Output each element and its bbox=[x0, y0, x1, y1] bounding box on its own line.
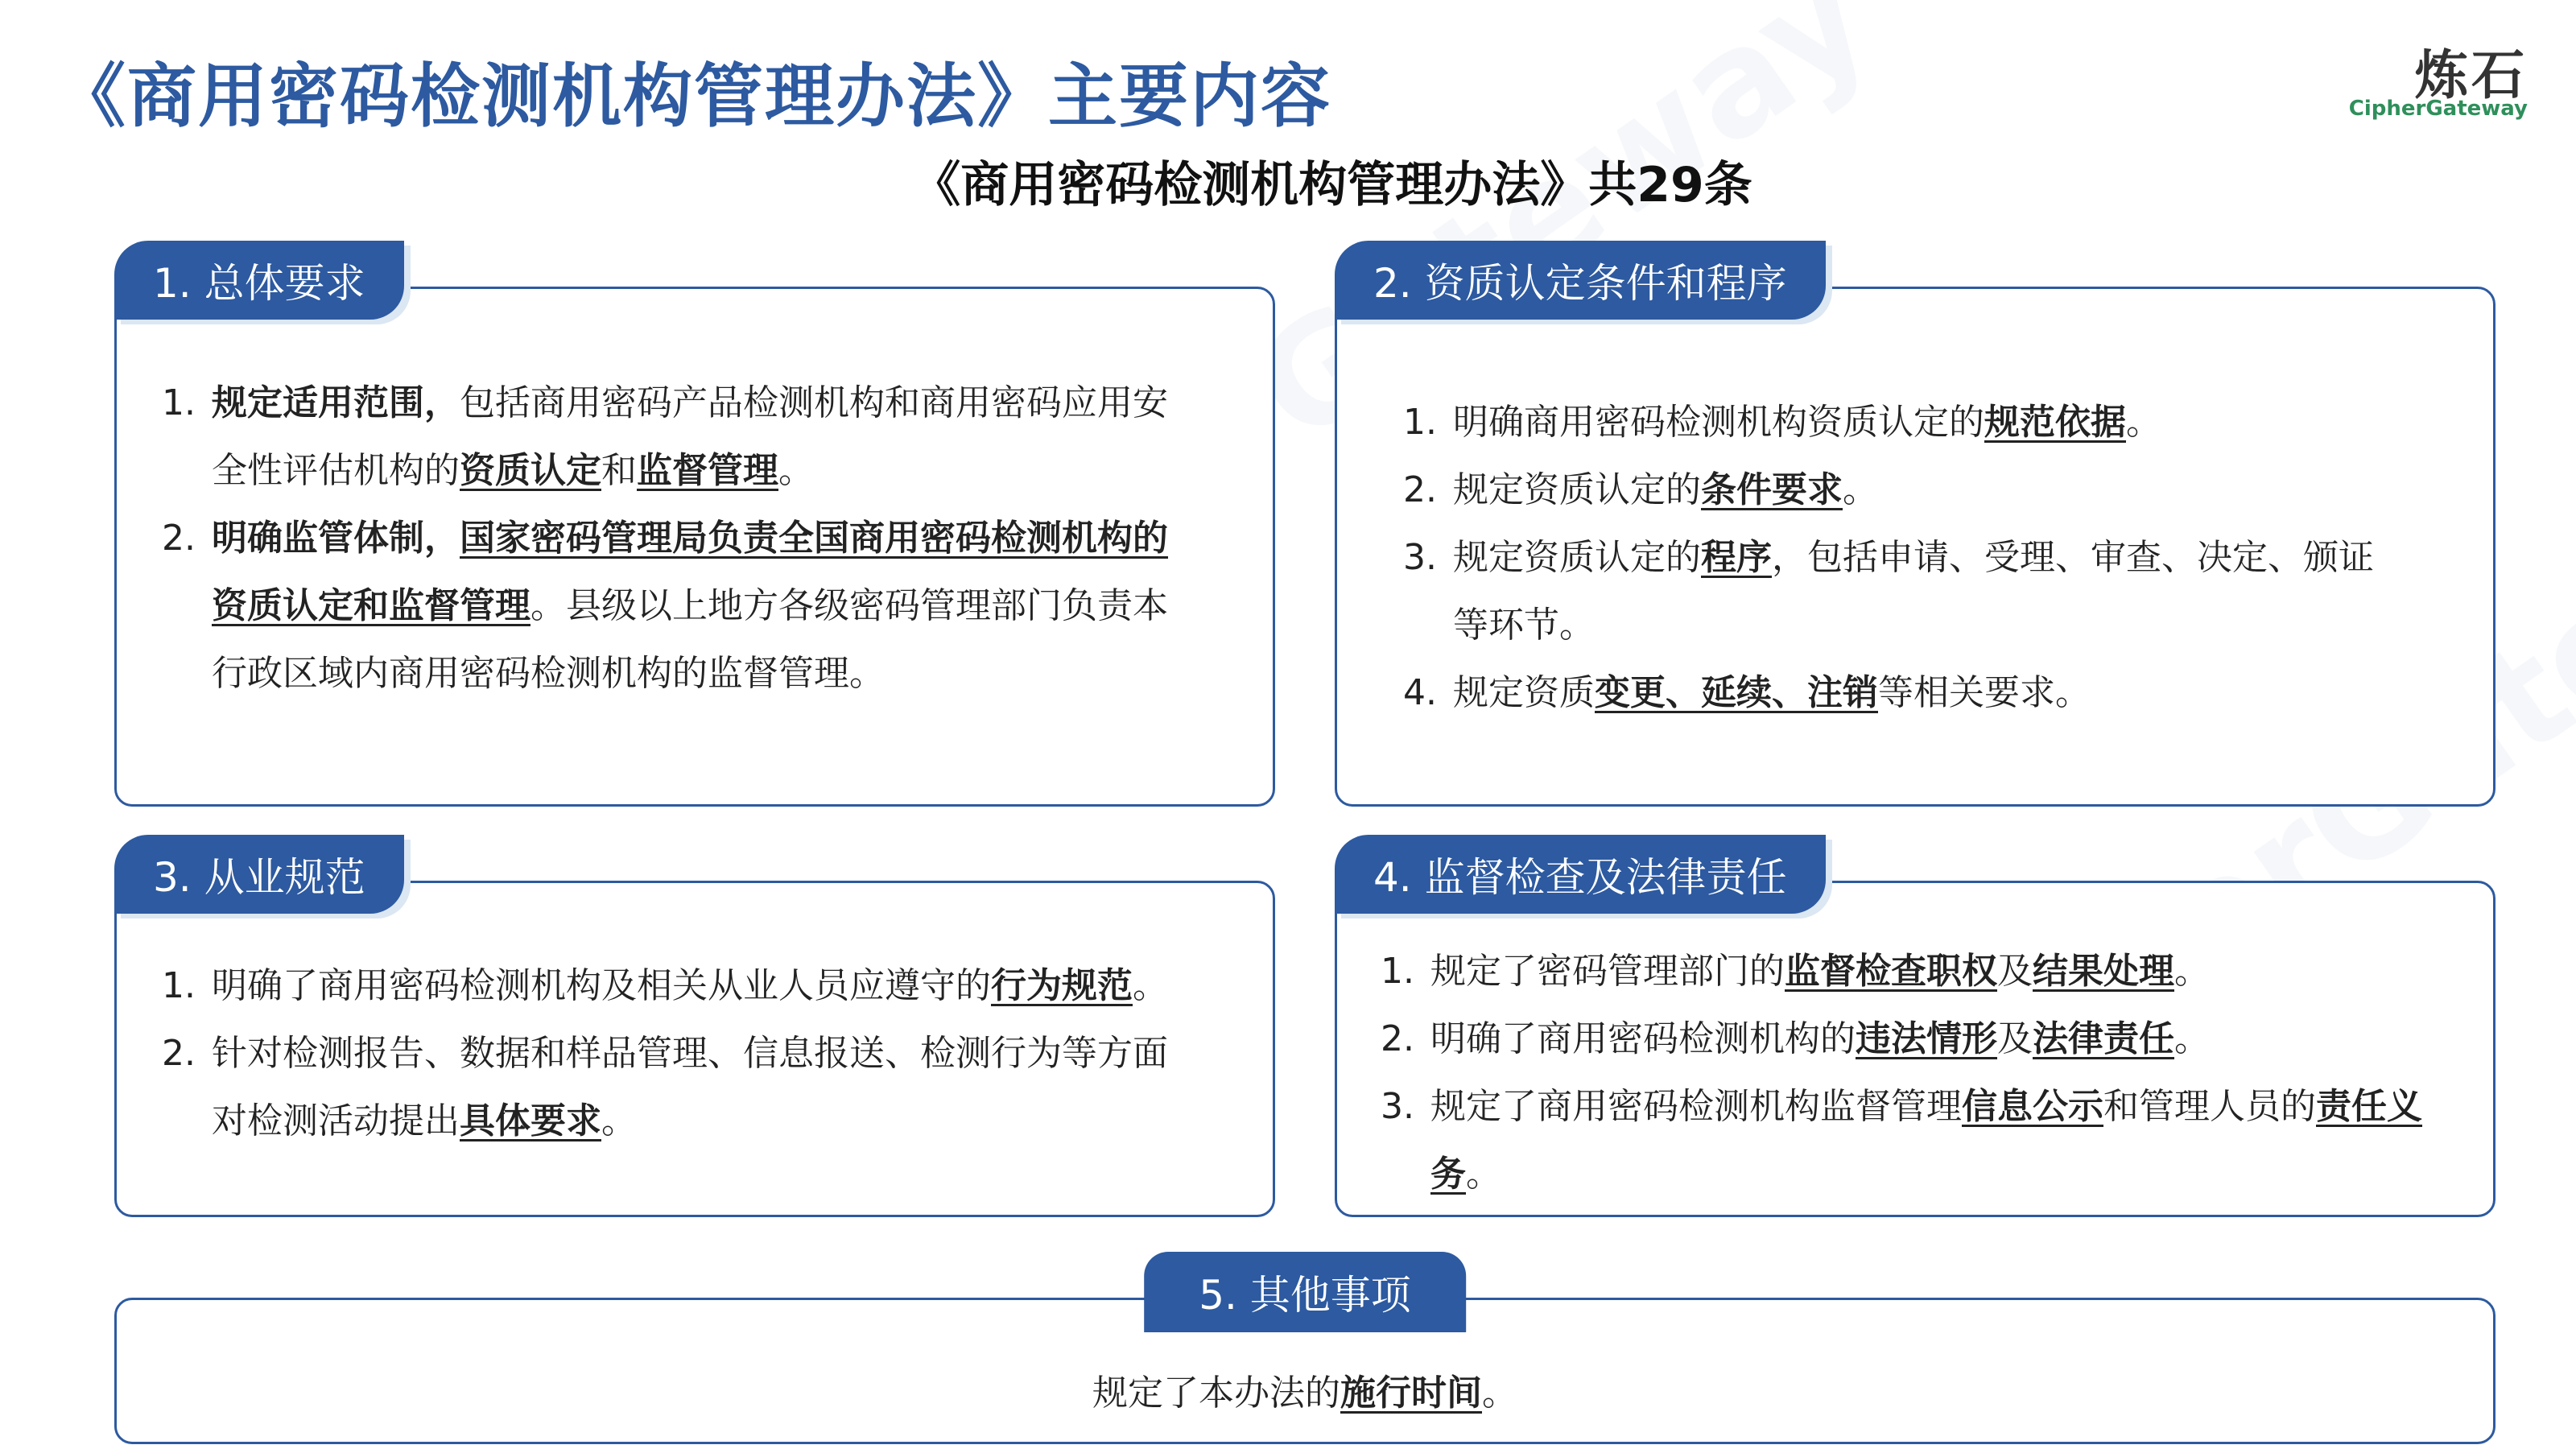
section-card-qualification bbox=[1335, 260, 2496, 807]
item-text: 规定了本办法的 bbox=[1092, 1373, 1340, 1414]
highlighted-term: 结果处理 bbox=[2033, 951, 2174, 992]
item-text: 和 bbox=[601, 450, 637, 491]
highlighted-term: 法律责任 bbox=[2033, 1018, 2174, 1059]
highlighted-term: 信息公示 bbox=[1962, 1086, 2103, 1127]
item-text: 。 bbox=[601, 1100, 637, 1141]
item-text: 明确了商用密码检测机构的 bbox=[1430, 1018, 1856, 1059]
page-title: 《商用密码检测机构管理办法》主要内容 bbox=[56, 56, 1331, 137]
logo-wordmark: CipherGateway bbox=[2348, 97, 2528, 121]
item-text: 明确了商用密码检测机构及相关从业人员应遵守的 bbox=[212, 965, 991, 1006]
section-tab-supervision: 4. 监督检查及法律责任 bbox=[1335, 835, 1826, 914]
list-item bbox=[1381, 1073, 2459, 1208]
section-tab-practice-norms: 3. 从业规范 bbox=[114, 835, 404, 914]
highlighted-term: 程序 bbox=[1701, 537, 1772, 578]
item-text: ，包括申请、受理、审查、决定、颁证等环节。 bbox=[1453, 537, 2374, 646]
company-logo bbox=[2318, 32, 2528, 129]
section-item-list bbox=[1403, 389, 2401, 727]
bold-phrase: 规定适用范围， bbox=[212, 382, 460, 423]
item-text: 等相关要求。 bbox=[1878, 672, 2091, 713]
list-item bbox=[1381, 938, 2459, 1005]
section-card-supervision bbox=[1335, 854, 2496, 1217]
highlighted-term: 施行时间 bbox=[1340, 1373, 1482, 1414]
item-text: 。 bbox=[2174, 1018, 2210, 1059]
item-text: 规定了密码管理部门的 bbox=[1430, 951, 1785, 992]
list-item bbox=[1381, 1005, 2459, 1073]
section-item-list bbox=[162, 369, 1200, 708]
section-tab-other: 5. 其他事项 bbox=[1144, 1252, 1466, 1332]
section-card-general-requirements bbox=[114, 260, 1275, 807]
item-text: 规定资质 bbox=[1453, 672, 1595, 713]
item-text: 和管理人员的 bbox=[2103, 1086, 2316, 1127]
item-text: 。 bbox=[778, 450, 814, 491]
item-number: 3. bbox=[1403, 537, 1437, 578]
item-text: 及 bbox=[1997, 1018, 2033, 1059]
item-number: 2. bbox=[162, 1033, 196, 1074]
item-text: 及 bbox=[1997, 951, 2033, 992]
item-text: 。县级以上地方各级密码管理部门负责本行政区域内商用密码检测机构的监督管理。 bbox=[212, 585, 1168, 694]
item-text: 。 bbox=[2126, 402, 2161, 443]
list-item bbox=[162, 369, 1200, 505]
item-number: 2. bbox=[1381, 1018, 1414, 1059]
logo-mark: 炼石 bbox=[2415, 44, 2528, 106]
section-tab-qualification: 2. 资质认定条件和程序 bbox=[1335, 241, 1826, 320]
item-number: 1. bbox=[162, 382, 196, 423]
highlighted-term: 行为规范 bbox=[991, 965, 1133, 1006]
item-text: 。 bbox=[1466, 1154, 1501, 1195]
item-number: 3. bbox=[1381, 1086, 1414, 1127]
highlighted-term: 国家密码管理局负责全国商用密码检测机构的资质认定和监督管理 bbox=[212, 518, 1168, 626]
list-item bbox=[162, 505, 1200, 708]
highlighted-term: 监督管理 bbox=[637, 450, 778, 491]
highlighted-term: 监督检查职权 bbox=[1785, 951, 1997, 992]
item-text: 。 bbox=[1482, 1373, 1517, 1414]
item-text: 。 bbox=[1133, 965, 1168, 1006]
list-item bbox=[1092, 1373, 1517, 1414]
section-item-list bbox=[117, 1360, 2493, 1427]
item-text: 包括商用密码产品检测机构和商用密码应用安全性评估机构的 bbox=[212, 382, 1168, 491]
item-number: 1. bbox=[1403, 402, 1437, 443]
highlighted-term: 规范依据 bbox=[1984, 402, 2126, 443]
list-item bbox=[1403, 524, 2401, 659]
item-number: 1. bbox=[1381, 951, 1414, 992]
list-item bbox=[162, 1020, 1200, 1155]
document-subtitle: 《商用密码检测机构管理办法》共29条 bbox=[912, 157, 1752, 213]
highlighted-term: 具体要求 bbox=[460, 1100, 601, 1141]
section-item-list bbox=[162, 952, 1200, 1155]
item-text: 。 bbox=[1843, 469, 1878, 510]
highlighted-term: 责任义务 bbox=[1430, 1086, 2422, 1195]
item-text: 规定资质认定的 bbox=[1453, 469, 1701, 510]
highlighted-term: 资质认定 bbox=[460, 450, 601, 491]
item-number: 2. bbox=[162, 518, 196, 559]
bold-phrase: 明确监管体制， bbox=[212, 518, 460, 559]
list-item bbox=[1403, 456, 2401, 524]
item-text: 。 bbox=[2174, 951, 2210, 992]
item-number: 4. bbox=[1403, 672, 1437, 713]
section-item-list bbox=[1381, 938, 2459, 1208]
list-item bbox=[162, 952, 1200, 1020]
item-text: 明确商用密码检测机构资质认定的 bbox=[1453, 402, 1984, 443]
item-number: 2. bbox=[1403, 469, 1437, 510]
list-item bbox=[1403, 389, 2401, 456]
section-card-practice-norms bbox=[114, 854, 1275, 1217]
section-tab-general-requirements: 1. 总体要求 bbox=[114, 241, 404, 320]
item-text: 规定了商用密码检测机构监督管理 bbox=[1430, 1086, 1962, 1127]
highlighted-term: 变更、延续、注销 bbox=[1595, 672, 1878, 713]
list-item bbox=[1403, 659, 2401, 727]
item-text: 规定资质认定的 bbox=[1453, 537, 1701, 578]
highlighted-term: 违法情形 bbox=[1856, 1018, 1997, 1059]
item-number: 1. bbox=[162, 965, 196, 1006]
section-card-other bbox=[114, 1272, 2496, 1444]
highlighted-term: 条件要求 bbox=[1701, 469, 1843, 510]
item-text: 针对检测报告、数据和样品管理、信息报送、检测行为等方面对检测活动提出 bbox=[212, 1033, 1168, 1141]
